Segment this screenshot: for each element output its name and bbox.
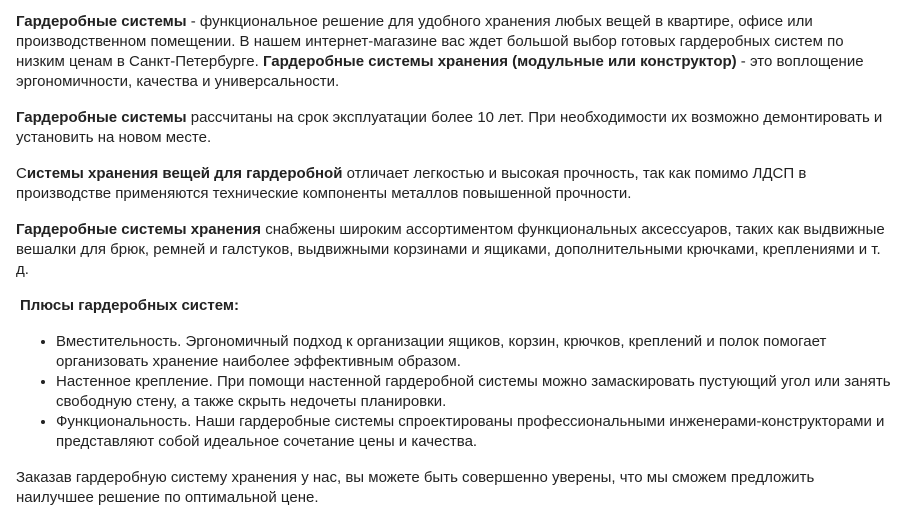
paragraph-text: снабжены широким ассортиментом функциональных аксессуаров, таких как выдвижные вешалки для брюк, ремней и галстуков, выдвижными корзинами и ящиками, дополнительными крючками, креплениями и т. д.	[16, 221, 885, 278]
pluses-heading: Плюсы гардеробных систем:	[20, 297, 239, 314]
bold-term: Гардеробные системы хранения	[16, 221, 262, 238]
paragraph-text: С	[16, 165, 27, 182]
bold-term: истемы хранения вещей для гардеробной	[26, 165, 343, 182]
list-item: • Функциональность. Наши гардеробные системы спроектированы профессиональными инженерами-конструкторами и представляют собой идеальное сочетание цены и качества.	[56, 412, 895, 452]
paragraph-text: отличает легкостью и высокая прочность, так как помимо ЛДСП в производстве применяются технические компоненты металлов повышенной прочности.	[16, 165, 807, 202]
paragraph-durability	[16, 164, 895, 204]
paragraph-text: - функциональное решение для удобного хранения любых вещей в квартире, офисе или производственном помещении. В нашем интернет-магазине вас ждет большой выбор готовых гардеробных систем по низким ценам в Санкт-Петербурге.	[16, 13, 844, 70]
paragraph-text: - это воплощение эргономичности, качества и универсальности.	[16, 53, 864, 90]
paragraph-accessories	[16, 220, 895, 280]
bold-term: Гардеробные системы	[16, 13, 187, 30]
list-item: • Вместительность. Эргономичный подход к организации ящиков, корзин, крючков, креплений и полок помогает организовать хранение наиболее эффективным образом.	[56, 332, 895, 372]
list-item: • Настенное крепление. При помощи настенной гардеробной системы можно замаскировать пустующий угол или занять свободную стену, а также скрыть недочеты планировки.	[56, 372, 895, 412]
pluses-list	[16, 332, 895, 452]
paragraph-conclusion: Заказав гардеробную систему хранения у нас, вы можете быть совершенно уверены, что мы сможем предложить наилучшее решение по оптимальной цене.	[16, 469, 815, 506]
paragraph-text: рассчитаны на срок эксплуатации более 10 лет. При необходимости их возможно демонтировать и установить на новом месте.	[16, 109, 883, 146]
bold-term: Гардеробные системы	[16, 109, 187, 126]
paragraph-lifetime	[16, 108, 895, 148]
bold-term: Гардеробные системы хранения (модульные или конструктор)	[262, 53, 737, 70]
paragraph-intro	[16, 12, 895, 92]
